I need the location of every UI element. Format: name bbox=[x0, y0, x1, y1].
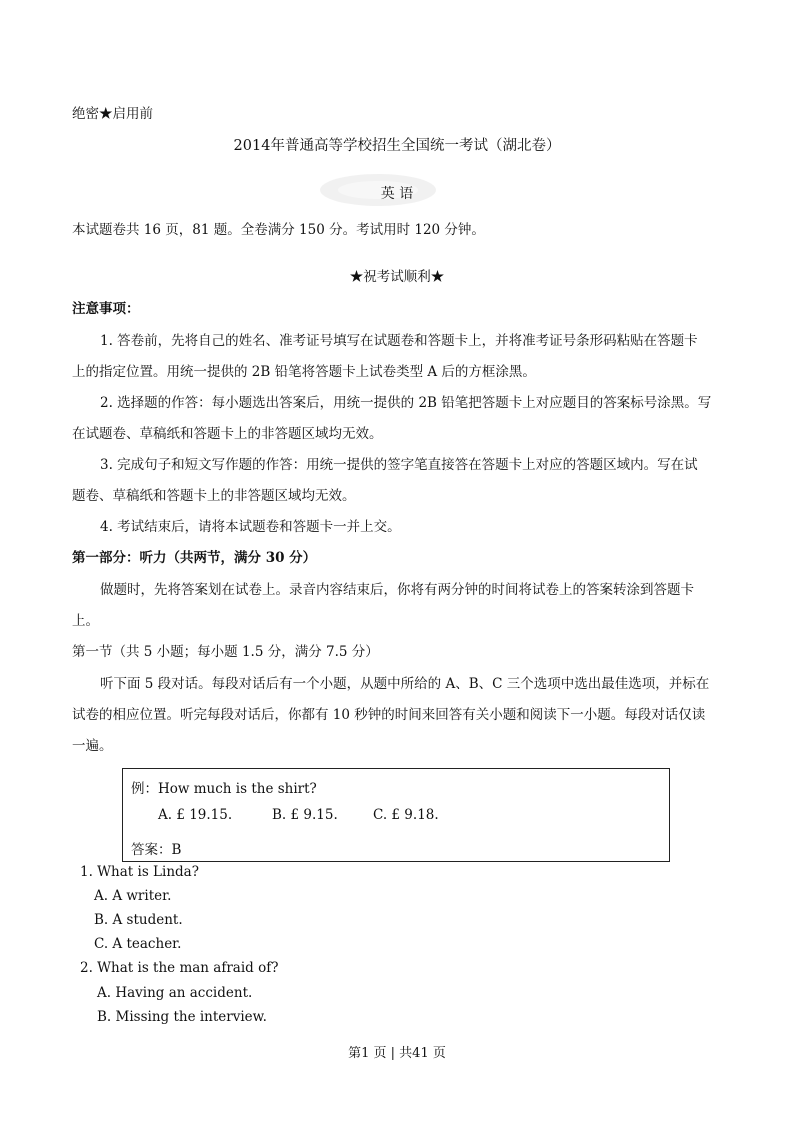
secret-mark: 绝密★启用前 bbox=[72, 106, 153, 122]
notice-item-1-line1: 1. 答卷前，先将自己的姓名、准考证号填写在试题卷和答题卡上，并将准考证号条形码粘贴在答题卡 bbox=[100, 333, 698, 349]
part1-para-line1: 做题时，先将答案划在试卷上。录音内容结束后，你将有两分钟的时间将试卷上的答案转涂到答题卡 bbox=[100, 582, 694, 598]
notice-item-1-line2: 上的指定位置。用统一提供的 2B 铅笔将答题卡上试卷类型 A 后的方框涂黑。 bbox=[72, 364, 536, 380]
good-luck-wish: ★祝考试顺利★ bbox=[349, 269, 445, 285]
question-1-option-b: B. A student. bbox=[94, 912, 183, 928]
notice-item-3-line2: 题卷、草稿纸和答题卡上的非答题区域均无效。 bbox=[72, 488, 356, 504]
example-option-a: A. £ 19.15. bbox=[158, 807, 233, 823]
section1-para-line2: 试卷的相应位置。听完每段对话后，你都有 10 秒钟的时间来回答有关小题和阅读下一小题。每段对话仅读 bbox=[72, 707, 706, 723]
subject-title: 英 语 bbox=[380, 186, 414, 202]
question-1-stem: 1. What is Linda? bbox=[80, 864, 199, 880]
example-option-c: C. £ 9.18. bbox=[373, 807, 439, 823]
section1-heading: 第一节（共 5 小题；每小题 1.5 分，满分 7.5 分） bbox=[72, 644, 379, 660]
example-answer: 答案：B bbox=[131, 842, 182, 858]
notice-item-2-line2: 在试题卷、草稿纸和答题卡上的非答题区域均无效。 bbox=[72, 426, 383, 442]
notice-item-4-line1: 4. 考试结束后，请将本试题卷和答题卡一并上交。 bbox=[100, 519, 401, 535]
question-2-option-a: A. Having an accident. bbox=[97, 985, 253, 1001]
question-1-option-c: C. A teacher. bbox=[94, 936, 182, 952]
example-question: 例：How much is the shirt? bbox=[131, 781, 317, 797]
page-footer: 第1 页 | 共41 页 bbox=[348, 1046, 446, 1061]
notice-heading: 注意事项： bbox=[72, 301, 140, 317]
section1-para-line3: 一遍。 bbox=[72, 738, 113, 754]
question-2-option-b: B. Missing the interview. bbox=[97, 1009, 267, 1025]
section1-para-line1: 听下面 5 段对话。每段对话后有一个小题，从题中所给的 A、B、C 三个选项中选出最佳选项，并标在 bbox=[100, 676, 710, 692]
exam-title: 2014年普通高等学校招生全国统一考试（湖北卷） bbox=[233, 138, 561, 154]
part1-para-line2: 上。 bbox=[72, 613, 99, 629]
part1-heading: 第一部分：听力（共两节，满分 30 分） bbox=[72, 550, 317, 566]
exam-intro: 本试题卷共 16 页，81 题。全卷满分 150 分。考试用时 120 分钟。 bbox=[72, 222, 485, 238]
question-2-stem: 2. What is the man afraid of? bbox=[80, 960, 279, 976]
notice-item-2-line1: 2. 选择题的作答：每小题选出答案后，用统一提供的 2B 铅笔把答题卡上对应题目的答案标号涂黑。写 bbox=[100, 395, 712, 411]
example-option-b: B. £ 9.15. bbox=[272, 807, 338, 823]
notice-item-3-line1: 3. 完成句子和短文写作题的作答：用统一提供的签字笔直接答在答题卡上对应的答题区域内。写在试 bbox=[100, 457, 698, 473]
question-1-option-a: A. A writer. bbox=[94, 888, 172, 904]
